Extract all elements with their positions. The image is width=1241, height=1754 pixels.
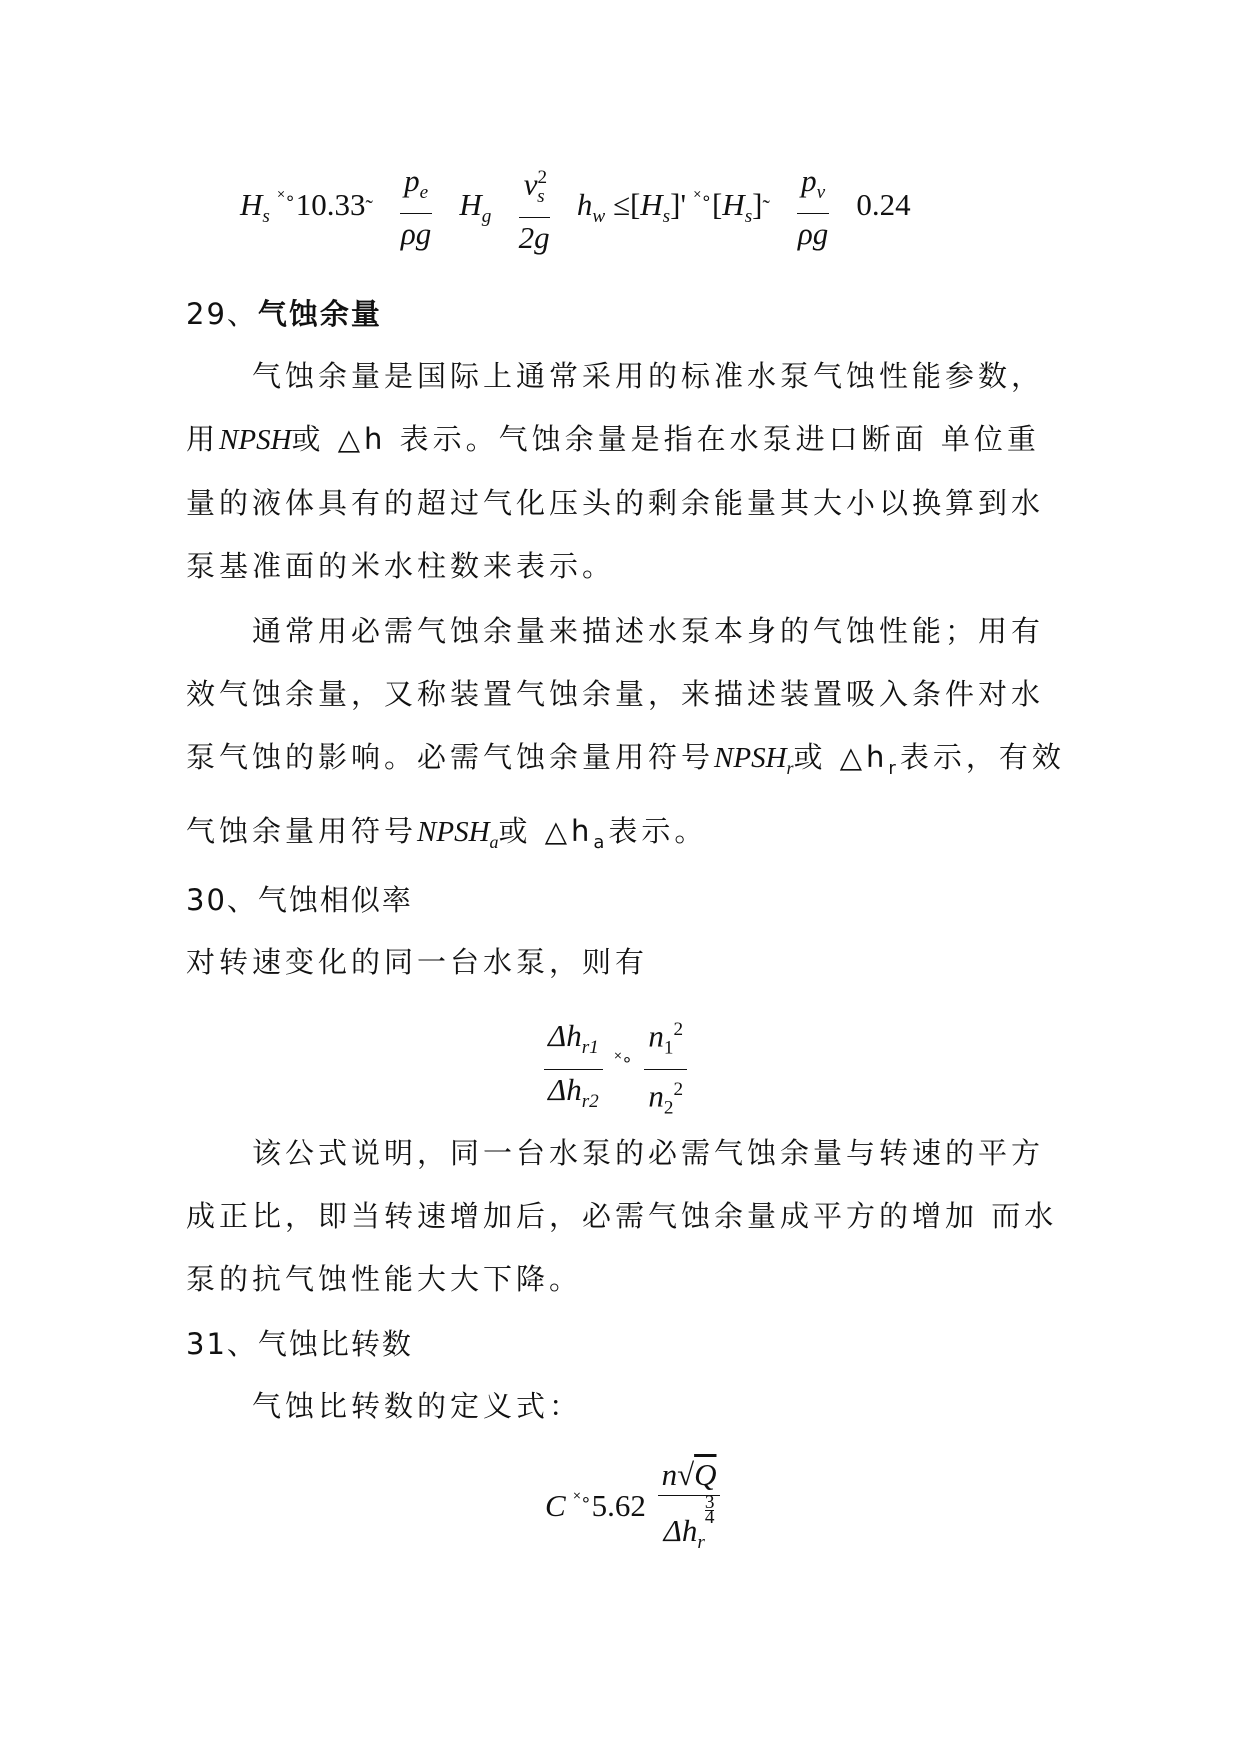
subscript-s: s	[262, 206, 270, 228]
broken-glyph: ˜	[762, 194, 770, 220]
broken-glyph: ˟∘	[277, 187, 296, 208]
paragraph-text: 或 △h	[793, 740, 889, 774]
fraction-dh-ratio	[544, 1016, 603, 1121]
subscript-s: s	[662, 206, 671, 228]
symbol-C: C	[545, 1488, 566, 1524]
symbol-delta-h: Δh	[548, 1018, 582, 1054]
subscript-r1: r1	[581, 1037, 599, 1059]
symbol-h: h	[576, 186, 593, 222]
symbol-p: p	[801, 163, 817, 199]
subscript-a: a	[489, 831, 499, 852]
symbol-delta-h: Δh	[663, 1513, 698, 1548]
paragraph-intro-similarity: 对转速变化的同一台水泵，则有	[186, 945, 649, 979]
section-heading-29	[186, 292, 382, 333]
section-heading-30: 30、气蚀相似率	[186, 883, 413, 917]
superscript-2: 2	[673, 1078, 684, 1100]
paragraph-formula-explanation: 该公式说明，同一台水泵的必需气蚀余量与转速的平方成正比，即当转速增加后，必需气蚀余量成平方的增加 而水泵的抗气蚀性能大大下降。	[186, 1136, 1058, 1296]
constant-5-62: 5.62	[591, 1488, 646, 1524]
subscript-2: 2	[663, 1097, 674, 1119]
section-title: 气蚀余量	[257, 297, 382, 331]
exponent-3-4	[704, 1492, 715, 1528]
subscript-1: 1	[663, 1037, 674, 1059]
symbol-v: v	[523, 166, 538, 202]
symbol-Q: Q	[694, 1457, 717, 1492]
broken-glyph: ˟∘	[573, 1488, 592, 1509]
paragraph-definition-intro: 气蚀比转数的定义式：	[252, 1389, 583, 1423]
broken-glyph: ˟∘	[614, 1048, 633, 1069]
exponent-numerator: 3	[704, 1492, 715, 1513]
symbol-n: n	[661, 1457, 678, 1492]
subscript-s: s	[537, 185, 545, 207]
fraction-pv-rhog	[797, 161, 829, 254]
subscript-r: r	[697, 1532, 705, 1554]
symbol-2g: 2g	[518, 219, 550, 255]
paragraph-text: 或 △h	[498, 813, 594, 848]
paragraph-npsh-types	[186, 600, 1066, 874]
subscript-w: w	[592, 206, 606, 228]
equation-suction-height: $H_s$ ˟∘10.33˜ $\frac{p_e}{\rho g}$ $H_g$ $\frac{v^2_s}{2g}$ $h_w \le[H_s]'$ $^{˟\circ}[H_s]˜$ $\frac{p_v}{\rho g}$ 0.24	[240, 158, 1040, 248]
paragraph-text: 表示，有效气蚀余量用符号	[186, 740, 1065, 848]
subscript-a: a	[593, 831, 609, 853]
symbol-p: p	[404, 163, 420, 199]
paragraph-text: 表示。	[608, 813, 708, 848]
symbol-H: H	[459, 186, 482, 222]
subscript-v: v	[816, 182, 826, 204]
subscript-r2: r2	[581, 1090, 599, 1112]
symbol-n: n	[648, 1018, 664, 1054]
exponent-denominator: 4	[704, 1507, 715, 1528]
subscript-r: r	[786, 757, 794, 778]
constant-0-24: 0.24	[856, 186, 911, 222]
paragraph-npsh-definition	[186, 345, 1066, 598]
section-heading-31: 31、气蚀比转数	[186, 1327, 413, 1361]
symbol-rho-g: ρg	[400, 216, 432, 252]
subscript-r: r	[888, 757, 900, 779]
fraction-n-ratio	[644, 1010, 687, 1128]
symbol-leq: ≤	[612, 186, 630, 222]
subscript-s: s	[744, 206, 753, 228]
subscript-e: e	[419, 182, 429, 204]
constant-10-33: 10.33	[295, 186, 366, 222]
equation-cavitation-specific-speed	[545, 1455, 724, 1563]
fraction-pe-rhog	[400, 161, 432, 254]
symbol-npsh: NPSH	[714, 742, 787, 774]
fraction-nq-dh: n√Q $\Delta h_r$ $^{\frac{3}{4}}$	[658, 1455, 721, 1563]
broken-glyph: ˟∘	[693, 187, 712, 208]
symbol-npsh: NPSH	[417, 815, 490, 848]
symbol-rho-g: ρg	[797, 216, 829, 252]
fraction-vs2-2g	[519, 158, 550, 258]
paragraph-text: 或 △h 表示。气蚀余量是指在水泵进口断面 单位重量的液体具有的超过气化压头的剩余能量其大小以换算到水泵基准面的米水柱数来表示。	[186, 422, 1045, 583]
section-number: 29、	[186, 297, 258, 331]
symbol-H: H	[722, 186, 745, 222]
paragraph-text: 气蚀余量是国际上通常采用的标准水泵气蚀性能参数，用	[186, 359, 1045, 456]
subscript-g: g	[481, 206, 492, 228]
symbol-n: n	[648, 1077, 664, 1113]
broken-glyph: ˜	[365, 194, 373, 220]
symbol-delta-h: Δh	[548, 1071, 582, 1107]
symbol-npsh: NPSH	[219, 424, 292, 456]
equation-similarity-law	[540, 1010, 691, 1128]
symbol-H: H	[240, 186, 263, 222]
superscript-2: 2	[673, 1019, 684, 1040]
paragraph-text: 通常用必需气蚀余量来描述水泵本身的气蚀性能；用有效气蚀余量，又称装置气蚀余量，来描述装置吸入条件对水泵气蚀的影响。必需气蚀余量用符号	[186, 614, 1045, 774]
superscript-2: 2	[537, 167, 548, 188]
symbol-H: H	[640, 186, 663, 222]
